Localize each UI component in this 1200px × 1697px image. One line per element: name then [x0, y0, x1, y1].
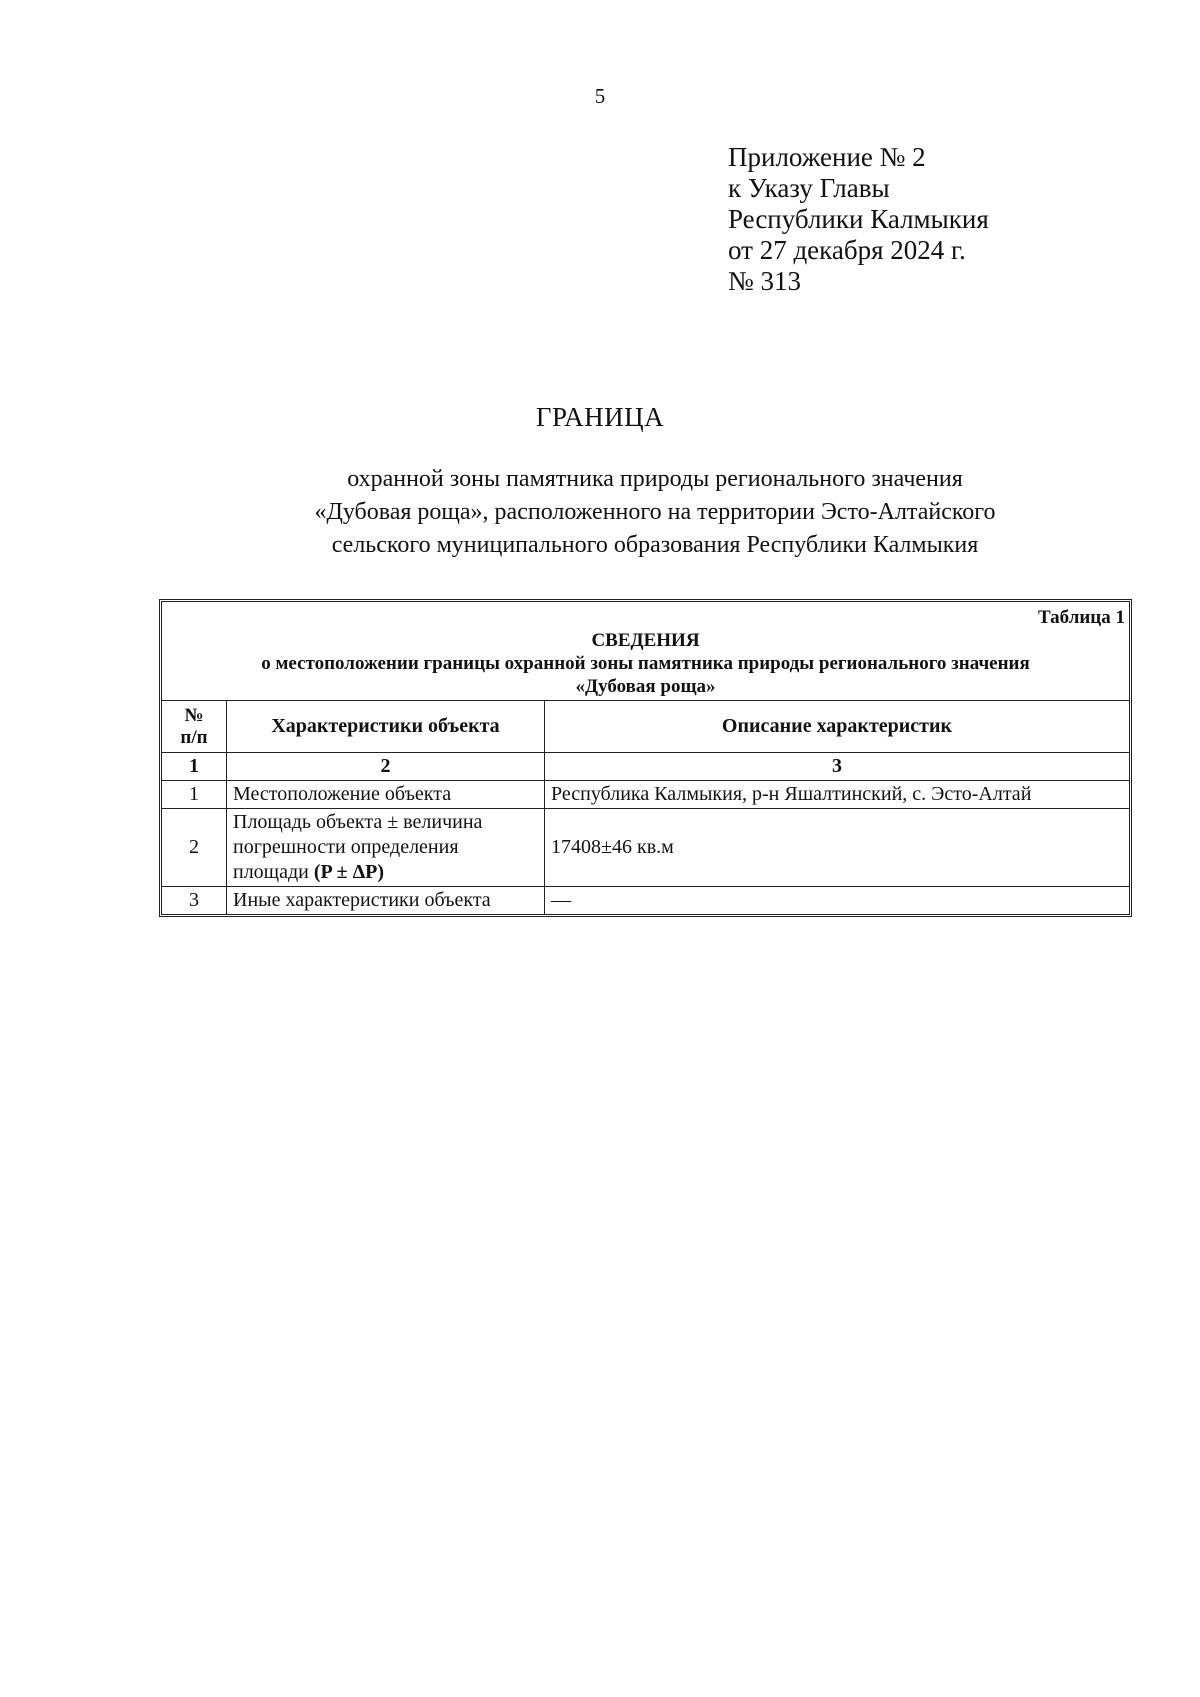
- info-table: [159, 599, 1132, 917]
- document-title: ГРАНИЦА: [535, 402, 665, 432]
- subtitle-line: охранной зоны памятника природы регионального значения: [347, 466, 963, 492]
- appendix-line: № 313: [728, 266, 802, 296]
- column-header-number: [162, 701, 227, 753]
- row-description: 17408±46 кв.м: [545, 809, 1130, 887]
- table-caption-line: «Дубовая роща»: [575, 676, 716, 697]
- column-number: 3: [545, 753, 1130, 781]
- subtitle-line: сельского муниципального образования Республики Калмыкия: [331, 532, 979, 558]
- column-header-number-line: №: [184, 704, 204, 726]
- appendix-line: от 27 декабря 2024 г.: [728, 235, 966, 265]
- table-number: Таблица 1: [1037, 607, 1125, 628]
- row-number: 1: [162, 781, 227, 809]
- row-characteristic: [227, 809, 545, 887]
- table-row: [162, 887, 1129, 915]
- row-description: —: [545, 887, 1130, 915]
- column-number-row: [162, 753, 1129, 781]
- appendix-block: [728, 142, 989, 297]
- data-table: [162, 701, 1129, 914]
- appendix-line: Приложение № 2: [728, 142, 926, 172]
- row-characteristic: Иные характеристики объекта: [227, 887, 545, 915]
- row-characteristic: Местоположение объекта: [227, 781, 545, 809]
- row-characteristic-line: Площадь объекта ± величина: [233, 811, 483, 833]
- table-header: [162, 602, 1129, 701]
- row-characteristic-line: погрешности определения: [233, 836, 459, 858]
- row-description: Республика Калмыкия, р-н Яшалтинский, с. Эсто-Алтай: [545, 781, 1130, 809]
- table-heading: СВЕДЕНИЯ: [591, 630, 700, 651]
- row-characteristic-plain: площади: [233, 861, 314, 883]
- column-number: 2: [227, 753, 545, 781]
- appendix-line: к Указу Главы: [728, 173, 890, 203]
- subtitle-line: «Дубовая роща», расположенного на территории Эсто-Алтайского: [314, 499, 996, 525]
- row-number: 2: [162, 809, 227, 887]
- table-header-row: [162, 701, 1129, 753]
- column-header-characteristics: Характеристики объекта: [227, 701, 545, 753]
- document-subtitle: [230, 463, 1080, 562]
- row-number: 3: [162, 887, 227, 915]
- row-characteristic-line: [233, 860, 538, 885]
- row-characteristic-formula: (P ± ΔP): [313, 861, 385, 883]
- column-number: 1: [162, 753, 227, 781]
- table-row: [162, 809, 1129, 887]
- column-header-number-line: п/п: [180, 726, 208, 748]
- table-caption-line: о местоположении границы охранной зоны памятника природы регионального значения: [261, 653, 1030, 674]
- appendix-line: Республики Калмыкия: [728, 204, 989, 234]
- column-header-description: Описание характеристик: [545, 701, 1130, 753]
- table-row: [162, 781, 1129, 809]
- page-number: 5: [594, 84, 606, 108]
